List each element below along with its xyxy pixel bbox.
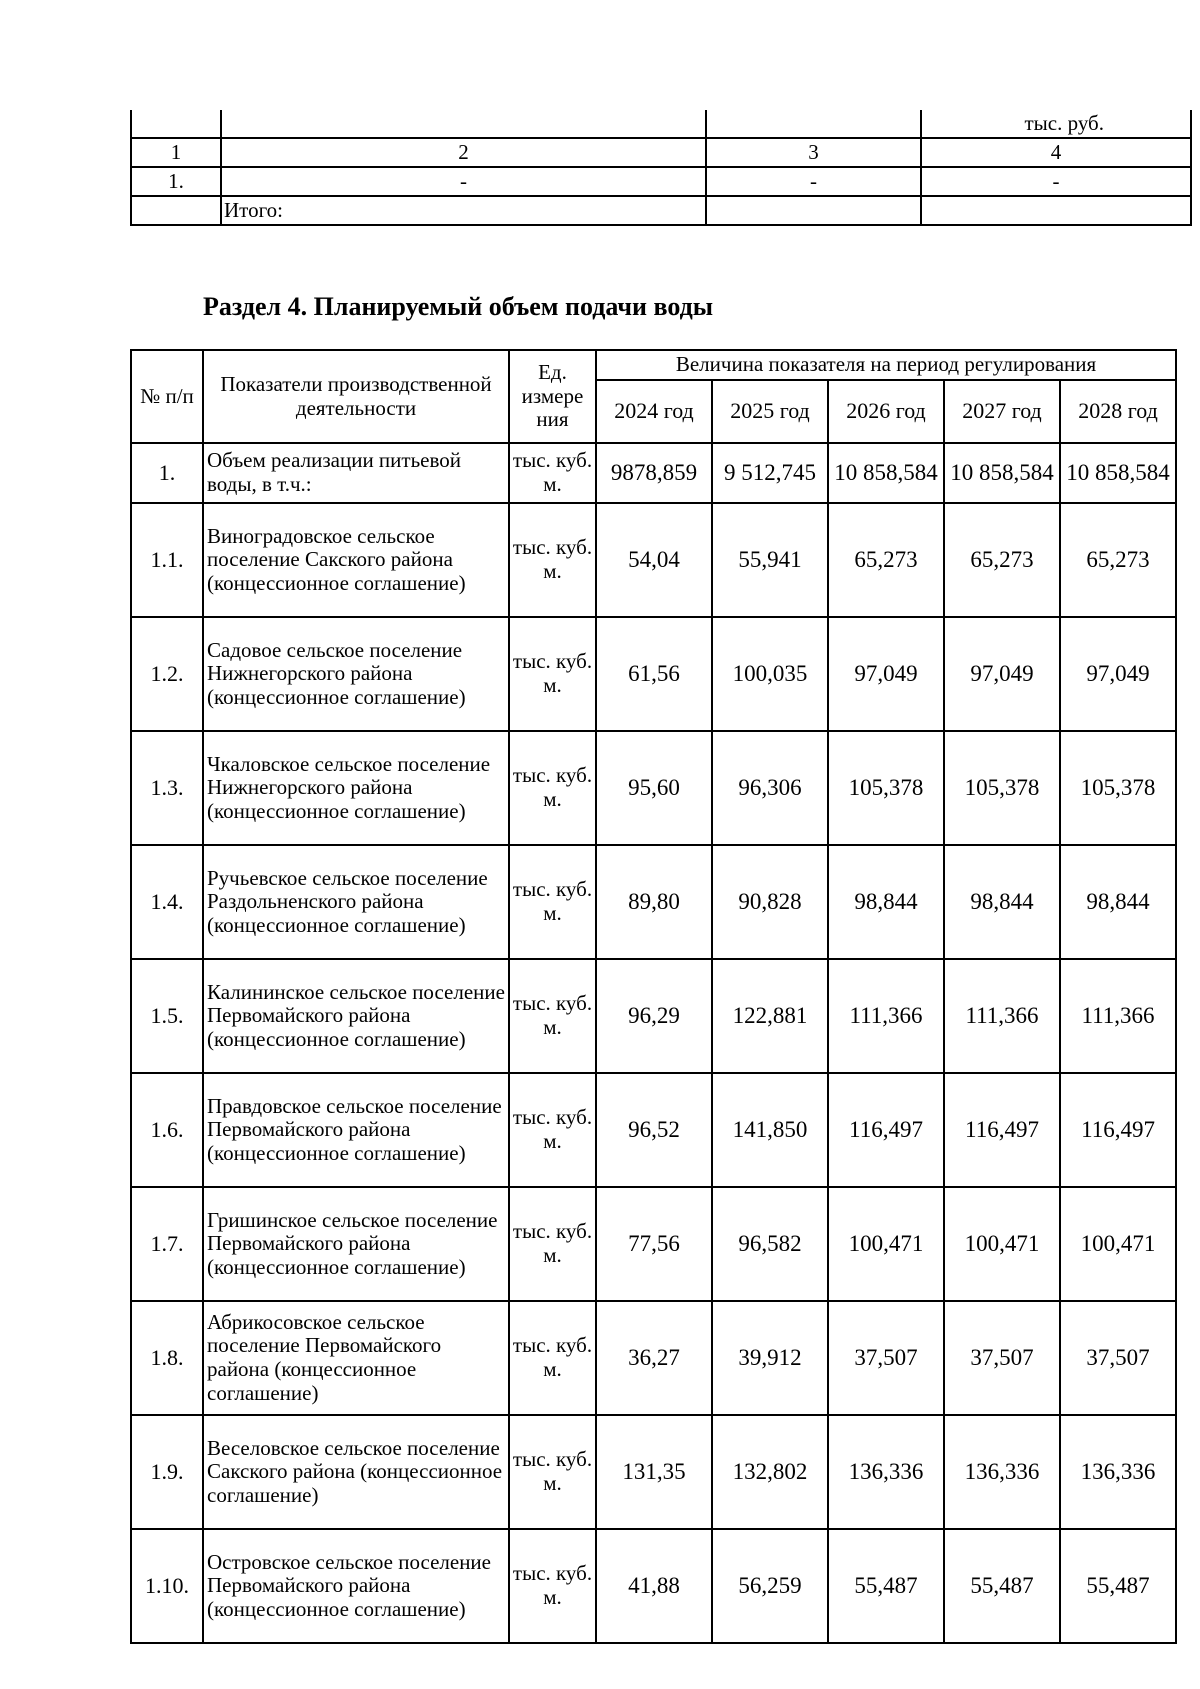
value-cell: 116,497 <box>828 1073 944 1187</box>
unit-note: тыс. руб. <box>921 110 1191 138</box>
value-cell: 100,471 <box>828 1187 944 1301</box>
indicator-name: Калининское сельское поселение Первомайского района (концессионное соглашение) <box>203 959 509 1073</box>
value-cell: 136,336 <box>1060 1415 1176 1529</box>
unit-cell: тыс. куб. м. <box>509 617 596 731</box>
unit-cell: тыс. куб. м. <box>509 503 596 617</box>
table-cell: - <box>221 167 706 196</box>
row-number: 1.4. <box>131 845 203 959</box>
indicator-name: Чкаловское сельское поселение Нижнегорского района (концессионное соглашение) <box>203 731 509 845</box>
value-cell: 116,497 <box>1060 1073 1176 1187</box>
value-cell: 96,29 <box>596 959 712 1073</box>
header-row <box>131 350 1176 380</box>
total-row <box>131 196 1191 225</box>
row-number: 1.3. <box>131 731 203 845</box>
value-cell: 97,049 <box>944 617 1060 731</box>
value-cell: 55,487 <box>944 1529 1060 1643</box>
value-cell: 10 858,584 <box>944 443 1060 503</box>
table-row <box>131 731 1176 845</box>
row-number: 1.5. <box>131 959 203 1073</box>
indicator-name: Правдовское сельское поселение Первомайского района (концессионное соглашение) <box>203 1073 509 1187</box>
value-cell: 10 858,584 <box>1060 443 1176 503</box>
value-cell: 39,912 <box>712 1301 828 1415</box>
indicator-name: Ручьевское сельское поселение Раздольненского района (концессионное соглашение) <box>203 845 509 959</box>
indicator-name: Абрикосовское сельское поселение Первомайского района (концессионное соглашение) <box>203 1301 509 1415</box>
value-cell: 111,366 <box>944 959 1060 1073</box>
value-cell: 100,035 <box>712 617 828 731</box>
value-cell: 9878,859 <box>596 443 712 503</box>
water-supply-table <box>130 349 1177 1644</box>
value-cell: 10 858,584 <box>828 443 944 503</box>
table-row <box>131 1187 1176 1301</box>
header-year: 2028 год <box>1060 380 1176 443</box>
row-number: 1. <box>131 443 203 503</box>
value-cell: 111,366 <box>828 959 944 1073</box>
value-cell: 65,273 <box>1060 503 1176 617</box>
value-cell: 116,497 <box>944 1073 1060 1187</box>
table-cell <box>221 110 706 138</box>
unit-cell: тыс. куб. м. <box>509 1415 596 1529</box>
value-cell: 55,487 <box>828 1529 944 1643</box>
table-row <box>131 617 1176 731</box>
table-row <box>131 1301 1176 1415</box>
value-cell: 90,828 <box>712 845 828 959</box>
indicator-name: Виноградовское сельское поселение Сакского района (концессионное соглашение) <box>203 503 509 617</box>
value-cell: 41,88 <box>596 1529 712 1643</box>
unit-cell: тыс. куб. м. <box>509 1529 596 1643</box>
header-unit: Ед. измере ния <box>509 350 596 443</box>
value-cell: 77,56 <box>596 1187 712 1301</box>
unit-cell: тыс. куб. м. <box>509 845 596 959</box>
indicator-name: Объем реализации питьевой воды, в т.ч.: <box>203 443 509 503</box>
value-cell: 55,941 <box>712 503 828 617</box>
unit-cell: тыс. куб. м. <box>509 1073 596 1187</box>
unit-cell: тыс. куб. м. <box>509 1187 596 1301</box>
column-number: 2 <box>221 138 706 167</box>
indicator-name: Веселовское сельское поселение Сакского района (концессионное соглашение) <box>203 1415 509 1529</box>
value-cell: 98,844 <box>1060 845 1176 959</box>
value-cell: 98,844 <box>828 845 944 959</box>
value-cell: 89,80 <box>596 845 712 959</box>
value-cell: 9 512,745 <box>712 443 828 503</box>
table-row <box>131 845 1176 959</box>
value-cell: 37,507 <box>944 1301 1060 1415</box>
value-cell: 141,850 <box>712 1073 828 1187</box>
header-number: № п/п <box>131 350 203 443</box>
value-cell: 61,56 <box>596 617 712 731</box>
row-number: 1.2. <box>131 617 203 731</box>
table-cell <box>131 110 221 138</box>
table-row <box>131 167 1191 196</box>
table-row <box>131 443 1176 503</box>
header-year: 2027 год <box>944 380 1060 443</box>
value-cell: 37,507 <box>828 1301 944 1415</box>
value-cell: 55,487 <box>1060 1529 1176 1643</box>
header-indicator: Показатели производственной деятельности <box>203 350 509 443</box>
indicator-name: Гришинское сельское поселение Первомайского района (концессионное соглашение) <box>203 1187 509 1301</box>
indicator-name: Садовое сельское поселение Нижнегорского района (концессионное соглашение) <box>203 617 509 731</box>
value-cell: 136,336 <box>944 1415 1060 1529</box>
column-number: 4 <box>921 138 1191 167</box>
unit-cell: тыс. куб. м. <box>509 731 596 845</box>
table-cell: - <box>706 167 921 196</box>
table-cell <box>921 196 1191 225</box>
row-number: 1.9. <box>131 1415 203 1529</box>
value-cell: 136,336 <box>828 1415 944 1529</box>
table-row <box>131 1415 1176 1529</box>
header-year: 2026 год <box>828 380 944 443</box>
row-number: 1.10. <box>131 1529 203 1643</box>
value-cell: 96,52 <box>596 1073 712 1187</box>
value-cell: 100,471 <box>1060 1187 1176 1301</box>
value-cell: 98,844 <box>944 845 1060 959</box>
value-cell: 122,881 <box>712 959 828 1073</box>
value-cell: 105,378 <box>828 731 944 845</box>
table-cell <box>706 196 921 225</box>
unit-note-row <box>131 110 1191 138</box>
value-cell: 97,049 <box>828 617 944 731</box>
table-cell: - <box>921 167 1191 196</box>
value-cell: 65,273 <box>944 503 1060 617</box>
value-cell: 105,378 <box>1060 731 1176 845</box>
header-year: 2024 год <box>596 380 712 443</box>
table-cell <box>131 196 221 225</box>
value-cell: 132,802 <box>712 1415 828 1529</box>
row-number: 1.1. <box>131 503 203 617</box>
value-cell: 37,507 <box>1060 1301 1176 1415</box>
value-cell: 131,35 <box>596 1415 712 1529</box>
header-year: 2025 год <box>712 380 828 443</box>
value-cell: 65,273 <box>828 503 944 617</box>
value-cell: 100,471 <box>944 1187 1060 1301</box>
value-cell: 96,306 <box>712 731 828 845</box>
value-cell: 95,60 <box>596 731 712 845</box>
unit-cell: тыс. куб. м. <box>509 443 596 503</box>
table-cell <box>706 110 921 138</box>
table-row <box>131 1073 1176 1187</box>
row-number: 1.7. <box>131 1187 203 1301</box>
value-cell: 54,04 <box>596 503 712 617</box>
section-title: Раздел 4. Планируемый объем подачи воды <box>203 292 714 321</box>
total-label: Итого: <box>221 196 706 225</box>
value-cell: 36,27 <box>596 1301 712 1415</box>
header-period: Величина показателя на период регулирования <box>596 350 1176 380</box>
value-cell: 56,259 <box>712 1529 828 1643</box>
column-number: 1 <box>131 138 221 167</box>
unit-cell: тыс. куб. м. <box>509 959 596 1073</box>
column-number: 3 <box>706 138 921 167</box>
row-number: 1. <box>131 167 221 196</box>
row-number: 1.6. <box>131 1073 203 1187</box>
table-row <box>131 503 1176 617</box>
row-number: 1.8. <box>131 1301 203 1415</box>
column-number-row <box>131 138 1191 167</box>
table-row <box>131 1529 1176 1643</box>
cost-table <box>130 110 1192 226</box>
unit-cell: тыс. куб. м. <box>509 1301 596 1415</box>
value-cell: 96,582 <box>712 1187 828 1301</box>
value-cell: 105,378 <box>944 731 1060 845</box>
value-cell: 111,366 <box>1060 959 1176 1073</box>
table-row <box>131 959 1176 1073</box>
value-cell: 97,049 <box>1060 617 1176 731</box>
indicator-name: Островское сельское поселение Первомайского района (концессионное соглашение) <box>203 1529 509 1643</box>
